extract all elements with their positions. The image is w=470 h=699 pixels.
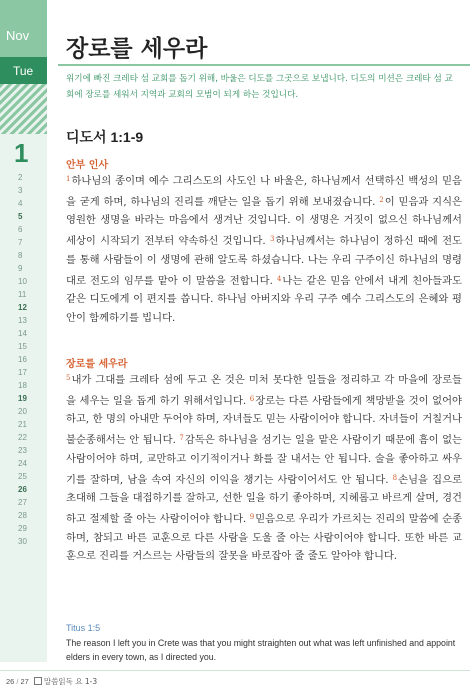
verse-number: 3 [270,235,275,244]
day-number: 23 [18,446,27,455]
day-number: 14 [18,329,27,338]
verse-text: 내가 그대를 크레타 섬에 두고 온 것은 미처 못다한 일들을 정리하고 각 마을에 장로들을 세우는 일을 돕게 하기 위해서입니다. [66,374,462,407]
page-right-number: 27 [20,677,29,686]
footer-divider [0,670,470,671]
day-number: 7 [18,238,23,247]
page-numbers [6,676,97,687]
day-number: 4 [18,199,23,208]
day-number: 26 [18,485,27,494]
decorative-stripes [0,84,47,134]
day-number: 12 [18,303,27,312]
day-number: 28 [18,511,27,520]
date-sidebar [0,0,47,662]
verse-text: 이 믿음과 지식은 영원한 생명을 바라는 마음에서 생겨난 것입니다. 이 생명은 거짓이 없으신 하나님께서 세상이 시작되기 전부터 약속하신 것입니다. [66,195,462,248]
verse-number: 1 [66,175,71,183]
verse-text: 믿음으로 우리가 가르치는 진리의 말씀에 순종하며, 참되고 바른 교훈으로 다른 사람을 도울 줄 아는 사람이어야 합니다. 또한 바른 교훈으로 진리를 거스르는 사람들의 잘못을 바로잡아 줄 줄도 알아야 합니다. [66,512,463,563]
verse-number: 4 [276,274,282,283]
day-number: 15 [18,342,27,351]
day-number: 6 [18,225,23,234]
day-number: 5 [18,212,23,221]
day-number: 10 [18,277,27,286]
day-number: 21 [18,420,27,429]
verse-number: 7 [179,434,184,443]
day-number: 22 [18,433,27,442]
day-number: 18 [18,381,27,390]
verse-number: 8 [392,473,398,482]
checkbox-icon[interactable] [34,677,42,685]
day-number: 19 [18,394,27,403]
verse-text: 하나님의 종이며 예수 그리스도의 사도인 나 바울은, 하나님께서 선택하신 백성의 믿음을 굳게 하며, 하나님의 진리를 깨닫는 일을 돕기 위해 보내졌습니다. [66,175,462,208]
day-number: 2 [18,173,23,182]
verse-text: 손님을 집으로 초대해 그들을 대접하기를 잘하고, 선한 일을 하기 좋아하며, 지혜롭고 바르게 살며, 경건하고 절제할 줄 아는 사람이어야 합니다. [66,473,462,525]
day-number: 25 [18,472,27,481]
day-number: 3 [18,186,23,195]
english-verse-reference: Titus 1:5 [66,623,101,633]
day-number: 30 [18,537,27,546]
day-number: 27 [18,498,27,507]
page-separator: / [16,677,19,686]
section-heading-elders: 장로를 세우라 [66,359,128,370]
scripture-reference: 디도서 1:1-9 [66,129,144,145]
verse-number: 6 [249,394,255,403]
weekday-label: Tue [0,57,47,84]
reading-plan-label: 말씀읽독 요 1-3 [43,677,98,686]
day-number: 11 [18,290,27,299]
verse-text: 나는 같은 믿음 안에서 내게 친아들과도 같은 디도에게 이 편지를 씁니다. 하나님 아버지와 우리 구주 예수 그리스도의 은혜와 평안이 함께하기를 빕니다. [66,274,462,324]
page-title: 장로를 세우라 [66,36,208,62]
day-number: 13 [18,316,27,325]
day-number: 16 [18,355,27,364]
verse-text: 장로는 다른 사람들에게 책망받을 것이 없어야 하고, 한 명의 아내만 두어야 하며, 자녀들도 믿는 사람이어야 합니다. 자녀들이 거칠거나 불순종해서는 안 됩니다. [66,394,463,447]
day-number-list [0,171,47,548]
page-left-number: 26 [6,677,15,686]
day-number: 24 [18,459,27,468]
verse-number: 2 [379,195,384,204]
verse-number: 5 [66,374,71,382]
english-verse-text: The reason I left you in Crete was that you might straighten out what was left unfinished and appoint elders in every town, as I directed you. [66,638,456,662]
verse-text: 감독은 하나님을 섬기는 일을 맡은 사람이기 때문에 흠이 없는 사람이어야 하며, 교만하고 이기적이거나 화를 잘 내서는 안 됩니다. 술을 좋아하고 싸우기를 잘하며, 남을 속여 자신의 이익을 챙기는 사람이어서도 안 됩니다. [66,434,463,486]
month-label: Nov [0,0,47,57]
day-number: 20 [18,407,27,416]
day-number: 29 [18,524,27,533]
day-number: 8 [18,251,23,260]
day-number: 9 [18,264,23,273]
current-day-number: 1 [14,138,29,168]
verse-number: 9 [249,512,255,521]
day-number: 17 [18,368,27,377]
intro-text: 위기에 빠진 크레타 섬 교회를 돕기 위해, 바울은 디도를 그곳으로 보냅니다. 디도의 미션은 크레타 섬 교회에 장로를 세워서 지역과 교회의 모범이 되게 하는 것입니다. [66,74,453,100]
passage-paragraph-greeting [66,170,462,328]
title-divider [58,64,470,66]
verse-text: 하나님께서는 하나님이 정하신 때에 전도를 통해 사람들이 이 생명에 관해 알도록 하셨습니다. 나는 우리 구주이신 하나님의 명령대로 전도의 임무를 맡아 이 말씀을 전합니다. [66,235,462,287]
section-heading-greeting: 안부 인사 [66,160,109,171]
passage-paragraph-elders [66,369,462,566]
